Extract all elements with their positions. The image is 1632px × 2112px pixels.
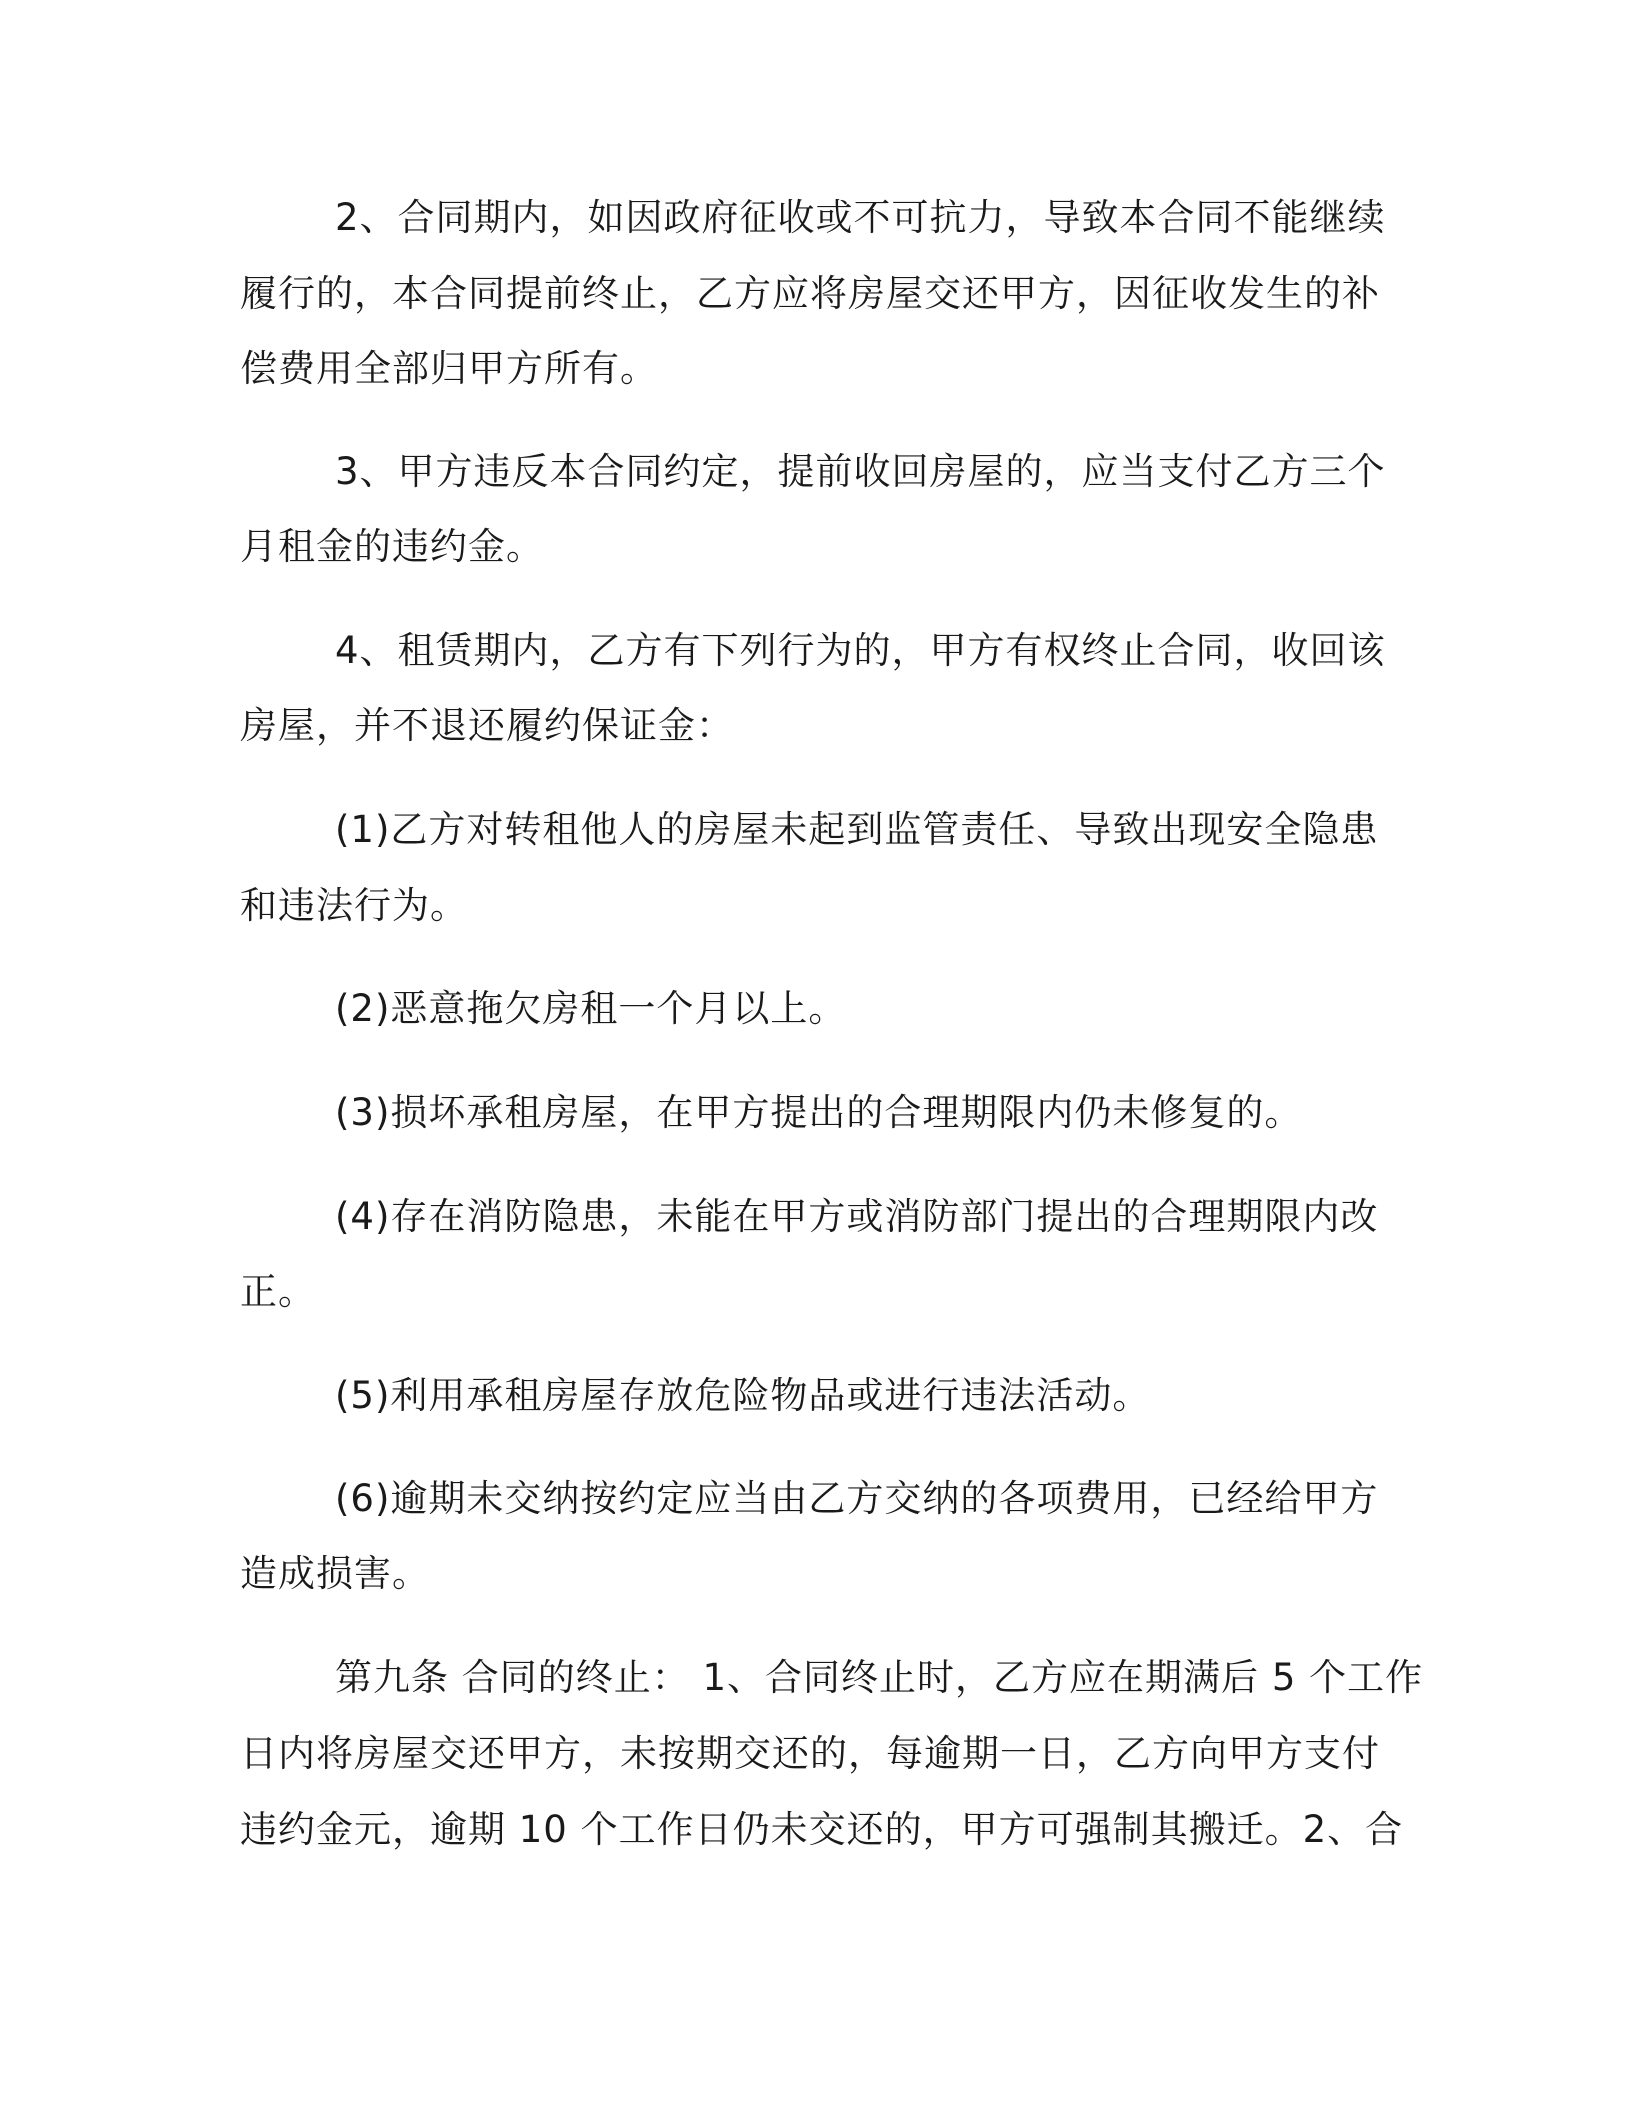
item-1-line-2: 和违法行为。	[240, 884, 468, 927]
clause-4-line-2: 房屋，并不退还履约保证金：	[240, 704, 734, 747]
clause-2-line-3: 偿费用全部归甲方所有。	[240, 347, 658, 390]
item-6-line-2: 造成损害。	[240, 1552, 430, 1595]
article-9-line-1: 第九条 合同的终止： 1、合同终止时，乙方应在期满后 5 个工作	[335, 1656, 1424, 1699]
item-3: (3)损坏承租房屋，在甲方提出的合理期限内仍未修复的。	[335, 1091, 1303, 1134]
item-4-line-2: 正。	[240, 1270, 316, 1313]
item-5: (5)利用承租房屋存放危险物品或进行违法活动。	[335, 1374, 1151, 1417]
item-4-line-1: (4)存在消防隐患，未能在甲方或消防部门提出的合理期限内改	[335, 1195, 1379, 1238]
clause-3-line-2: 月租金的违约金。	[240, 525, 544, 568]
item-6-line-1: (6)逾期未交纳按约定应当由乙方交纳的各项费用，已经给甲方	[335, 1477, 1379, 1520]
article-9-line-2: 日内将房屋交还甲方，未按期交还的，每逾期一日，乙方向甲方支付	[240, 1732, 1380, 1775]
clause-2-line-2: 履行的，本合同提前终止，乙方应将房屋交还甲方，因征收发生的补	[240, 272, 1380, 315]
article-9-line-3: 违约金元，逾期 10 个工作日仍未交还的，甲方可强制其搬迁。2、合	[240, 1808, 1404, 1851]
clause-4-line-1: 4、租赁期内，乙方有下列行为的，甲方有权终止合同，收回该	[335, 629, 1386, 672]
item-2: (2)恶意拖欠房租一个月以上。	[335, 987, 847, 1030]
clause-2-line-1: 2、合同期内，如因政府征收或不可抗力，导致本合同不能继续	[335, 196, 1386, 239]
clause-3-line-1: 3、甲方违反本合同约定，提前收回房屋的，应当支付乙方三个	[335, 450, 1386, 493]
item-1-line-1: (1)乙方对转租他人的房屋未起到监管责任、导致出现安全隐患	[335, 808, 1379, 851]
